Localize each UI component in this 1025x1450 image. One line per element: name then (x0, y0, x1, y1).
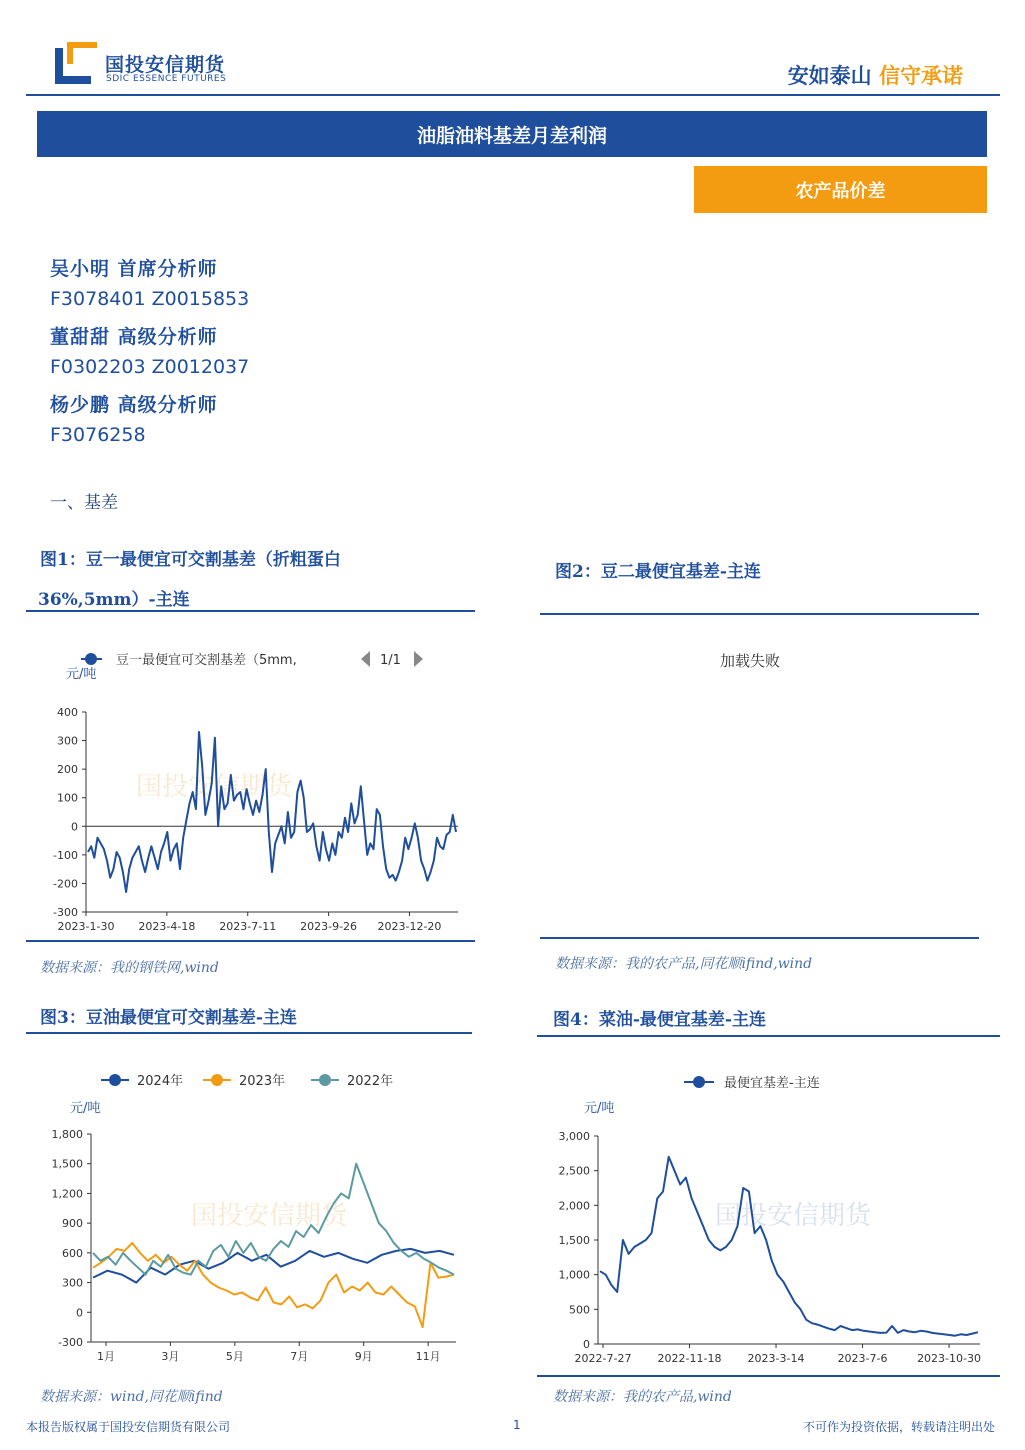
y-tick-label: 300 (62, 1276, 83, 1290)
report-title: 油脂油料基差月差利润 (37, 111, 987, 157)
series-line-0 (88, 732, 456, 892)
fig1-title-line2: 36%,5mm）-主连 (38, 590, 190, 610)
series-line-0 (93, 1249, 454, 1283)
pager-prev-icon[interactable] (361, 651, 370, 667)
analyst-2-name: 董甜甜 高级分析师 (50, 326, 218, 348)
y-tick-label: 100 (57, 791, 78, 805)
fig2-title-rule (540, 613, 979, 615)
x-tick-label: 2023-7-6 (837, 1352, 888, 1365)
footer-page-number: 1 (513, 1418, 521, 1432)
y-tick-label: -300 (58, 1336, 83, 1349)
slogan (788, 60, 963, 90)
category-badge: 农产品价差 (694, 166, 987, 213)
fig3-source: 数据来源：wind,同花顺ifind (40, 1389, 223, 1405)
x-tick-label: 1月 (97, 1350, 115, 1363)
fig2-bottom-rule (540, 937, 979, 939)
analyst-2-cert: F0302203 Z0012037 (50, 356, 250, 378)
fig1-title-rule (26, 610, 475, 612)
header-divider (26, 94, 1000, 96)
x-tick-label: 2023-7-11 (219, 920, 277, 933)
fig3-legend-label-2: 2022年 (347, 1074, 394, 1089)
y-tick-label: 1,200 (51, 1187, 83, 1201)
fig4-watermark: 国投安信期货 (715, 1201, 872, 1231)
slogan-part-b: 信守承诺 (879, 64, 963, 88)
fig3-unit: 元/吨 (70, 1101, 101, 1116)
fig3-legend-marker-0 (109, 1074, 121, 1086)
y-tick-label: 1,000 (558, 1268, 590, 1282)
fig4-legend-marker (693, 1076, 705, 1088)
y-tick-label: 1,800 (51, 1128, 83, 1141)
y-tick-label: 1,500 (51, 1157, 83, 1171)
y-tick-label: 3,000 (558, 1130, 590, 1143)
y-tick-label: 1,500 (558, 1234, 590, 1247)
y-tick-label: 0 (583, 1338, 590, 1351)
x-tick-label: 2023-3-14 (747, 1352, 805, 1365)
fig1-bottom-rule (26, 940, 475, 942)
x-tick-label: 2023-10-30 (917, 1352, 982, 1365)
fig3-watermark: 国投安信期货 (191, 1201, 348, 1231)
x-tick-label: 9月 (354, 1350, 373, 1363)
fig1-legend-label: 豆一最便宜可交割基差（5mm, (116, 653, 297, 668)
x-tick-label: 7月 (290, 1350, 309, 1363)
y-tick-label: 0 (71, 820, 78, 834)
footer-disclaimer: 不可作为投资依据，转载请注明出处 (802, 1420, 995, 1434)
fig3-legend-marker-2 (319, 1074, 331, 1086)
fig4-chart (540, 1062, 995, 1377)
fig4-legend-label: 最便宜基差-主连 (724, 1076, 820, 1091)
y-tick-label: -200 (53, 877, 78, 891)
series-line-0 (600, 1157, 978, 1336)
fig1-chart (26, 640, 476, 940)
y-tick-label: 0 (76, 1306, 83, 1320)
x-tick-label: 2023-9-26 (300, 920, 358, 933)
fig4-unit: 元/吨 (584, 1101, 615, 1116)
x-tick-label: 2023-1-30 (57, 920, 115, 933)
x-tick-label: 3月 (161, 1350, 180, 1363)
analyst-3-name: 杨少鹏 高级分析师 (50, 394, 218, 416)
fig2-source: 数据来源：我的农产品,同花顺ifind,wind (555, 956, 813, 972)
logo-text-en: SDIC ESSENCE FUTURES (106, 74, 227, 84)
fig3-title: 图3：豆油最便宜可交割基差-主连 (40, 1008, 297, 1028)
analyst-1-name: 吴小明 首席分析师 (50, 258, 218, 280)
fig1-title-line1: 图1：豆一最便宜可交割基差（折粗蛋白 (40, 550, 341, 570)
company-logo-icon (55, 42, 97, 84)
slogan-part-a: 安如泰山 (787, 64, 872, 88)
pager-next-icon[interactable] (414, 651, 423, 667)
fig3-chart (26, 1062, 476, 1377)
y-tick-label: 2,000 (558, 1199, 590, 1213)
analyst-3-cert: F3076258 (50, 424, 146, 446)
logo-text-cn: 国投安信期货 (105, 54, 226, 76)
fig3-legend-label-1: 2023年 (239, 1074, 286, 1089)
fig3-legend-label-0: 2024年 (137, 1074, 184, 1089)
x-tick-label: 5月 (225, 1350, 244, 1363)
y-tick-label: 900 (62, 1217, 83, 1231)
y-tick-label: -100 (53, 848, 78, 862)
fig2-title: 图2：豆二最便宜基差-主连 (555, 562, 761, 582)
fig1-unit: 元/吨 (66, 667, 97, 682)
fig4-title: 图4：菜油-最便宜基差-主连 (553, 1010, 766, 1030)
fig4-bottom-rule (537, 1375, 1000, 1377)
y-tick-label: 400 (57, 706, 78, 719)
fig1-source: 数据来源：我的钢铁网,wind (40, 960, 219, 976)
fig4-title-rule (537, 1035, 1000, 1037)
analyst-1-cert: F3078401 Z0015853 (50, 288, 250, 310)
x-tick-label: 2023-12-20 (377, 920, 442, 933)
y-tick-label: 300 (57, 734, 78, 748)
y-tick-label: 200 (57, 763, 78, 777)
fig3-legend-marker-1 (211, 1074, 223, 1086)
y-tick-label: -300 (53, 906, 78, 919)
fig1-pager: 1/1 (380, 653, 401, 668)
y-tick-label: 500 (569, 1303, 590, 1317)
section-heading: 一、基差 (50, 493, 118, 513)
y-tick-label: 600 (62, 1246, 83, 1260)
x-tick-label: 2022-11-18 (657, 1352, 722, 1365)
fig3-title-rule (26, 1032, 472, 1034)
y-tick-label: 2,500 (558, 1164, 590, 1178)
x-tick-label: 11月 (415, 1350, 441, 1363)
series-line-1 (93, 1243, 454, 1327)
x-tick-label: 2023-4-18 (138, 920, 196, 933)
fig1-watermark: 国投安信期货 (136, 772, 293, 802)
fig4-source: 数据来源：我的农产品,wind (553, 1389, 732, 1405)
fig2-load-failed: 加载失败 (720, 652, 781, 670)
x-tick-label: 2022-7-27 (574, 1352, 632, 1365)
footer-copyright: 本报告版权属于国投安信期货有限公司 (26, 1420, 231, 1434)
